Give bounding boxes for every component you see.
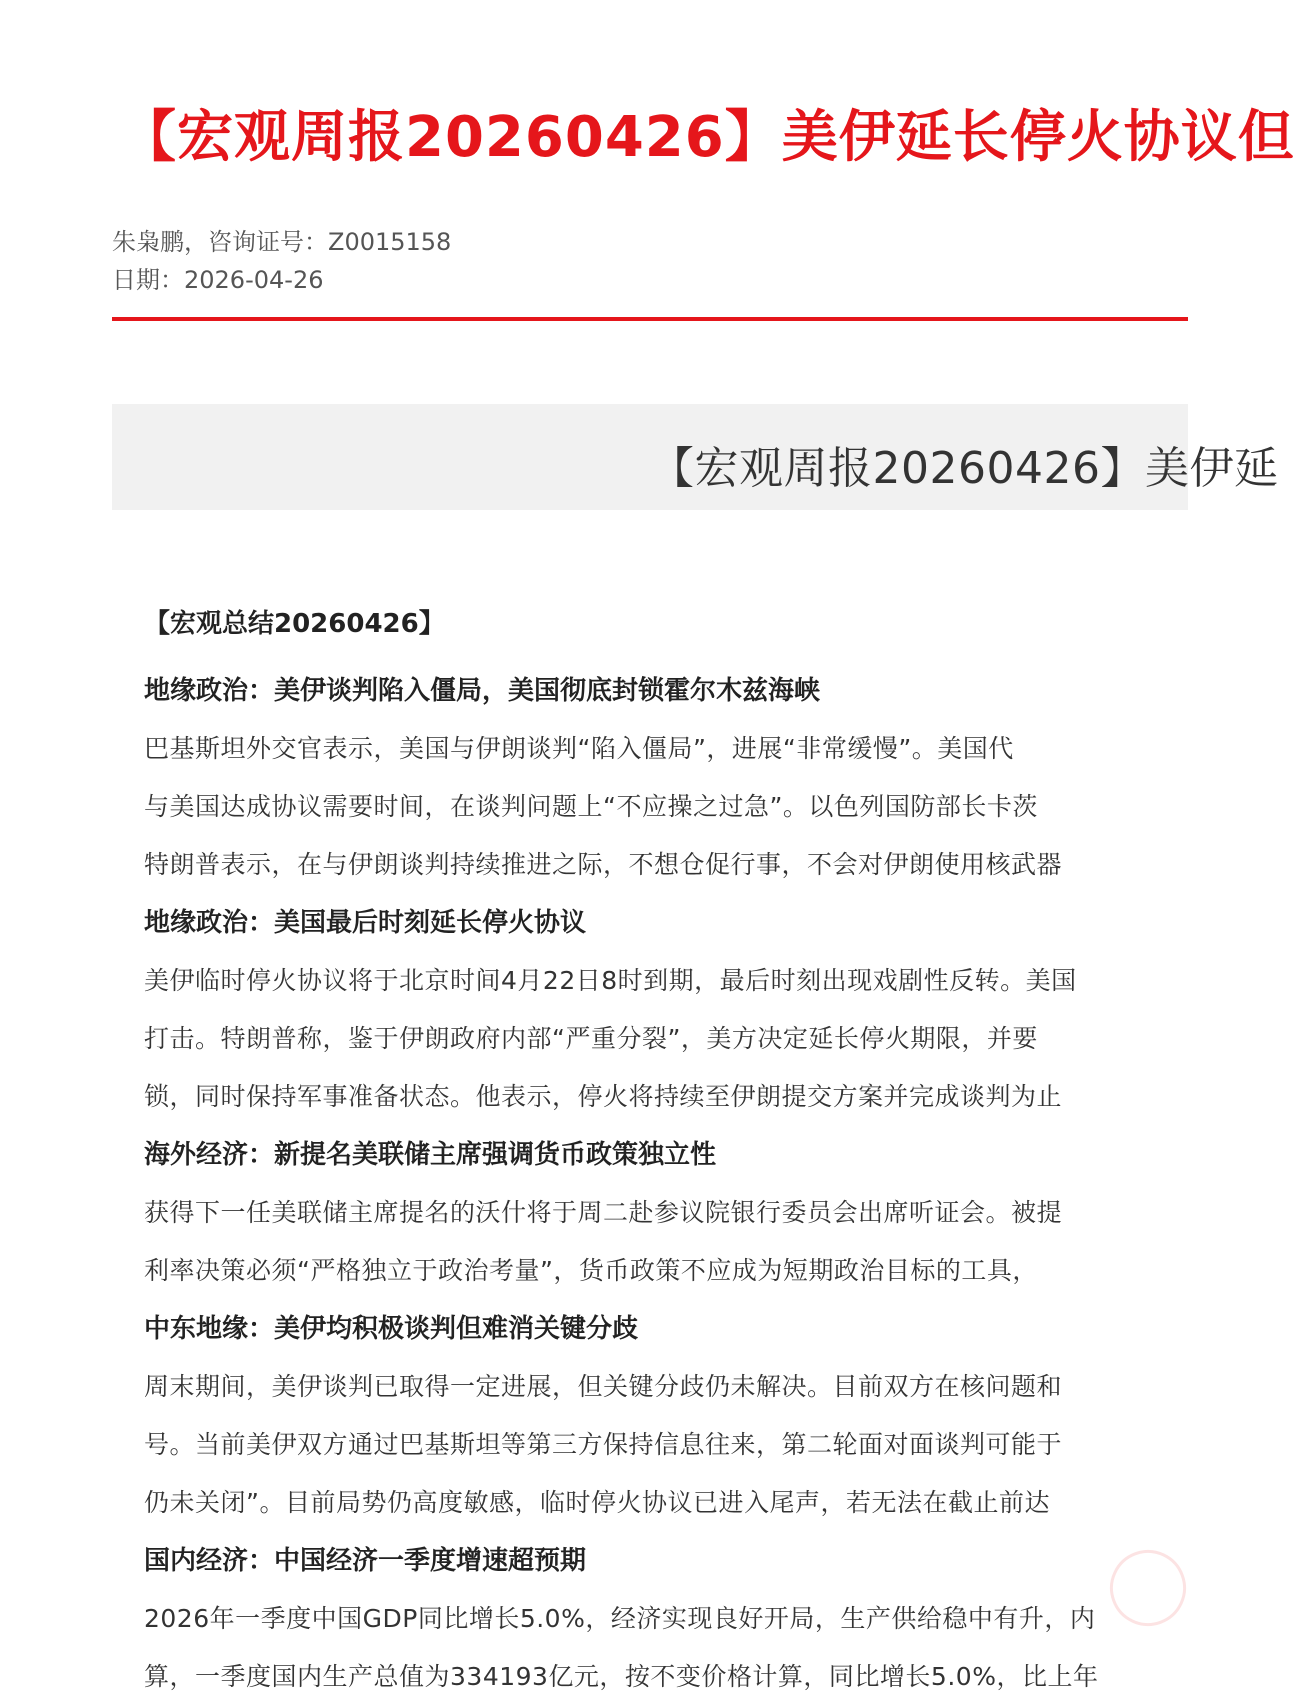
section-heading: 国内经济：中国经济一季度增速超预期 (144, 1546, 587, 1576)
paragraph-line: 锁，同时保持军事准备状态。他表示，停火将持续至伊朗提交方案并完成谈判为止 (144, 1082, 1063, 1111)
section-overseas-economy (144, 1126, 1188, 1300)
paragraph-line: 周末期间，美伊谈判已取得一定进展，但关键分歧仍未解决。目前双方在核问题和 (144, 1372, 1063, 1401)
paragraph-line: 打击。特朗普称，鉴于伊朗政府内部“严重分裂”，美方决定延长停火期限，并要 (144, 1024, 1038, 1053)
header-divider (112, 317, 1188, 321)
paragraph-line: 与美国达成协议需要时间，在谈判问题上“不应操之过急”。以色列国防部长卡茨 (144, 792, 1038, 821)
date-value: 2026-04-26 (184, 266, 324, 294)
document-title: 【宏观周报20260426】美伊延长停火协议但 (120, 105, 1295, 170)
paragraph-line: 特朗普表示，在与伊朗谈判持续推进之际，不想仓促行事，不会对伊朗使用核武器 (144, 850, 1063, 879)
report-banner (112, 404, 1279, 510)
report-body (144, 604, 1188, 1706)
summary-title: 【宏观总结20260426】 (144, 609, 445, 639)
section-heading: 地缘政治：美国最后时刻延长停火协议 (144, 908, 587, 938)
paragraph-line: 仍未关闭”。目前局势仍高度敏感，临时停火协议已进入尾声，若无法在截止前达 (144, 1488, 1050, 1517)
date-line (112, 260, 323, 295)
date-label: 日期： (112, 266, 184, 294)
section-heading: 中东地缘：美伊均积极谈判但难消关键分歧 (144, 1314, 639, 1344)
paragraph-line: 美伊临时停火协议将于北京时间4月22日8时到期，最后时刻出现戏剧性反转。美国 (144, 966, 1077, 995)
section-heading: 地缘政治：美伊谈判陷入僵局，美国彻底封锁霍尔木兹海峡 (144, 676, 821, 706)
section-domestic-economy (144, 1532, 1188, 1706)
paragraph-line: 利率决策必须“严格独立于政治考量”，货币政策不应成为短期政治目标的工具， (144, 1256, 1038, 1285)
section-heading: 海外经济：新提名美联储主席强调货币政策独立性 (144, 1140, 717, 1170)
paragraph-line: 巴基斯坦外交官表示，美国与伊朗谈判“陷入僵局”，进展“非常缓慢”。美国代 (144, 734, 1014, 763)
paragraph-line: 2026年一季度中国GDP同比增长5.0%，经济实现良好开局，生产供给稳中有升，内 (144, 1604, 1096, 1633)
paragraph-line: 获得下一任美联储主席提名的沃什将于周二赴参议院银行委员会出席听证会。被提 (144, 1198, 1063, 1227)
section-geopolitics-ceasefire (144, 894, 1188, 1126)
author-line: 朱枭鹏，咨询证号：Z0015158 (112, 228, 452, 256)
paragraph-line: 号。当前美伊双方通过巴基斯坦等第三方保持信息往来，第二轮面对面谈判可能于 (144, 1430, 1063, 1459)
section-middle-east (144, 1300, 1188, 1532)
section-geopolitics-stalemate (144, 662, 1188, 894)
banner-title: 【宏观周报20260426】美伊延 (650, 443, 1279, 494)
paragraph-line: 算，一季度国内生产总值为334193亿元，按不变价格计算，同比增长5.0%，比上年 (144, 1662, 1099, 1691)
